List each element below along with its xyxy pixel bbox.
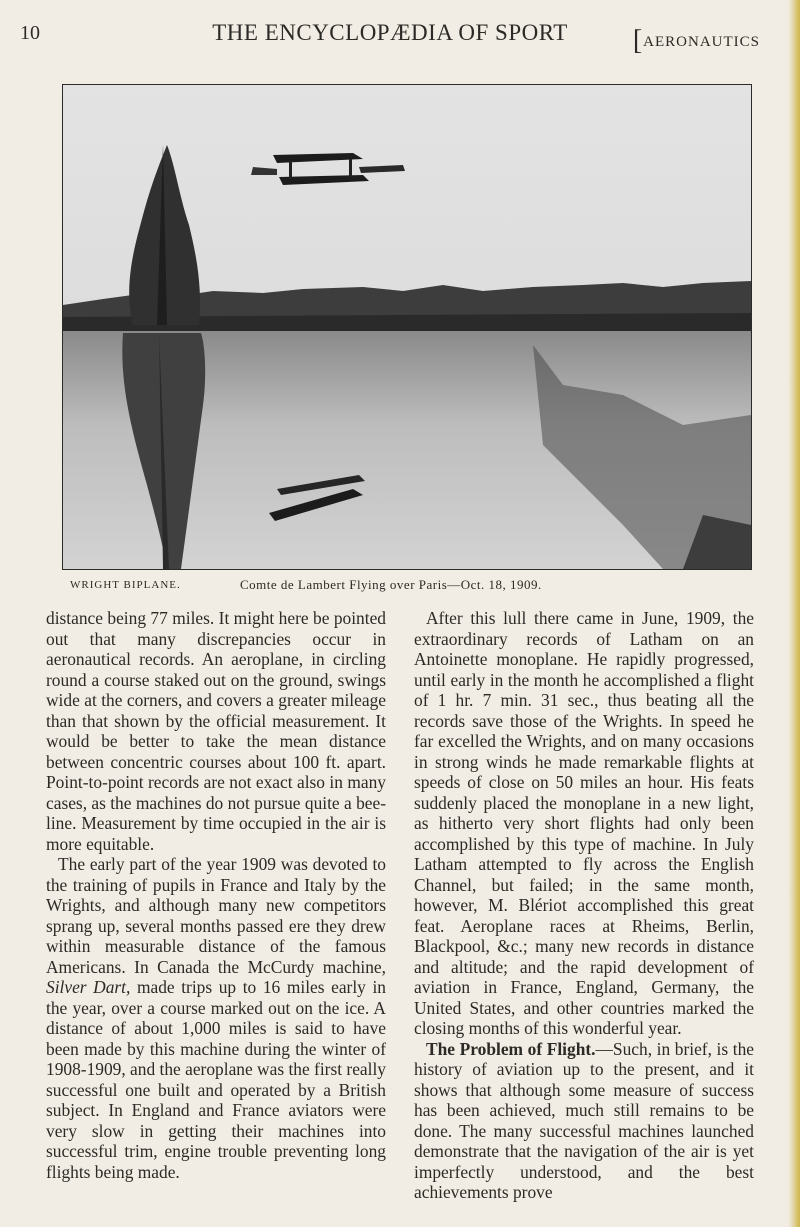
left-column [46, 608, 386, 1182]
left-paragraph-1: distance being 77 miles. It might here be pointed out that many discrepancies occur in aeronautical records. An aeroplane, in circling round a course staked out on the ground, swings wide at the corners, and covers a greater mileage than that shown by the official measurement. It would be better to take the mean distance between concentric courses about 100 ft. apart. Point-to-point records are not exact also in many cases, as the machines do not pursue quite a bee-line. Measurement by time occupied in the air is more equitable. [46, 608, 386, 854]
section-heading: The Problem of Flight. [426, 1038, 596, 1059]
right-paragraph-2 [414, 1039, 754, 1203]
caption-left: WRIGHT BIPLANE. [70, 579, 181, 591]
silver-dart-title: Silver Dart, [46, 977, 131, 997]
running-title: THE ENCYCLOPÆDIA OF SPORT [212, 20, 568, 45]
left-paragraph-2-text-a: The early part of the year 1909 was devoted to the training of pupils in France and Italy by the Wrights, and although many new competitors sprang up, several months passed ere they drew within measurable distance of the famous Americans. In Canada the McCurdy machine, [46, 854, 386, 977]
left-paragraph-2-text-b: made trips up to 16 miles early in the year, over a course marked out on the ice. A distance of about 1,000 miles is said to have been made by this machine during the winter of 1908-1909, and the aeroplane was the first really successful one built and operated by a British subject. In England and France aviators were very slow in getting their machines into successful trim, engine trouble preventing long flights being made. [46, 977, 386, 1182]
section-tag [633, 22, 760, 54]
page-number: 10 [20, 22, 40, 44]
section-bracket: [ [632, 25, 643, 56]
left-paragraph-2 [46, 854, 386, 1182]
right-paragraph-1: After this lull there came in June, 1909, the extraordinary records of Latham on an Antoinette monoplane. He rapidly progressed, until early in the month he accomplished a flight of 1 hr. 7 min. 31 sec., thus beating all the records save those of the Wrights. In speed he far excelled the Wrights, and on many occasions in strong winds he made remarkable flights at speeds of close on 50 miles an hour. His feats suddenly placed the monoplane in a new light, as hitherto very short flights had only been accomplished by this type of machine. In July Latham attempted to fly across the English Channel, but failed; in the same month, however, M. Blériot accomplished this great feat. Aeroplane races at Rheims, Berlin, Blackpool, &c.; many new records in distance and altitude; and the rapid development of aviation in France, England, Germany, the United States, and other countries marked the closing months of this wonderful year. [414, 608, 754, 1038]
page-header [20, 20, 760, 56]
photo-illustration [63, 85, 751, 569]
section-label: AERONAUTICS [643, 34, 760, 50]
right-paragraph-2-text: —Such, in brief, is the history of aviation up to the present, and it shows that although some measure of success has been achieved, much still remains to be done. The many successful machines launched demonstrate that the navigation of the air is yet imperfectly understood, and the best achievements prove [414, 1038, 754, 1202]
right-column [414, 608, 754, 1203]
book-spine-edge [788, 0, 800, 1227]
biplane-photograph [62, 84, 752, 570]
figure-caption [60, 577, 760, 599]
caption-right: Comte de Lambert Flying over Paris—Oct. 18, 1909. [240, 577, 542, 592]
